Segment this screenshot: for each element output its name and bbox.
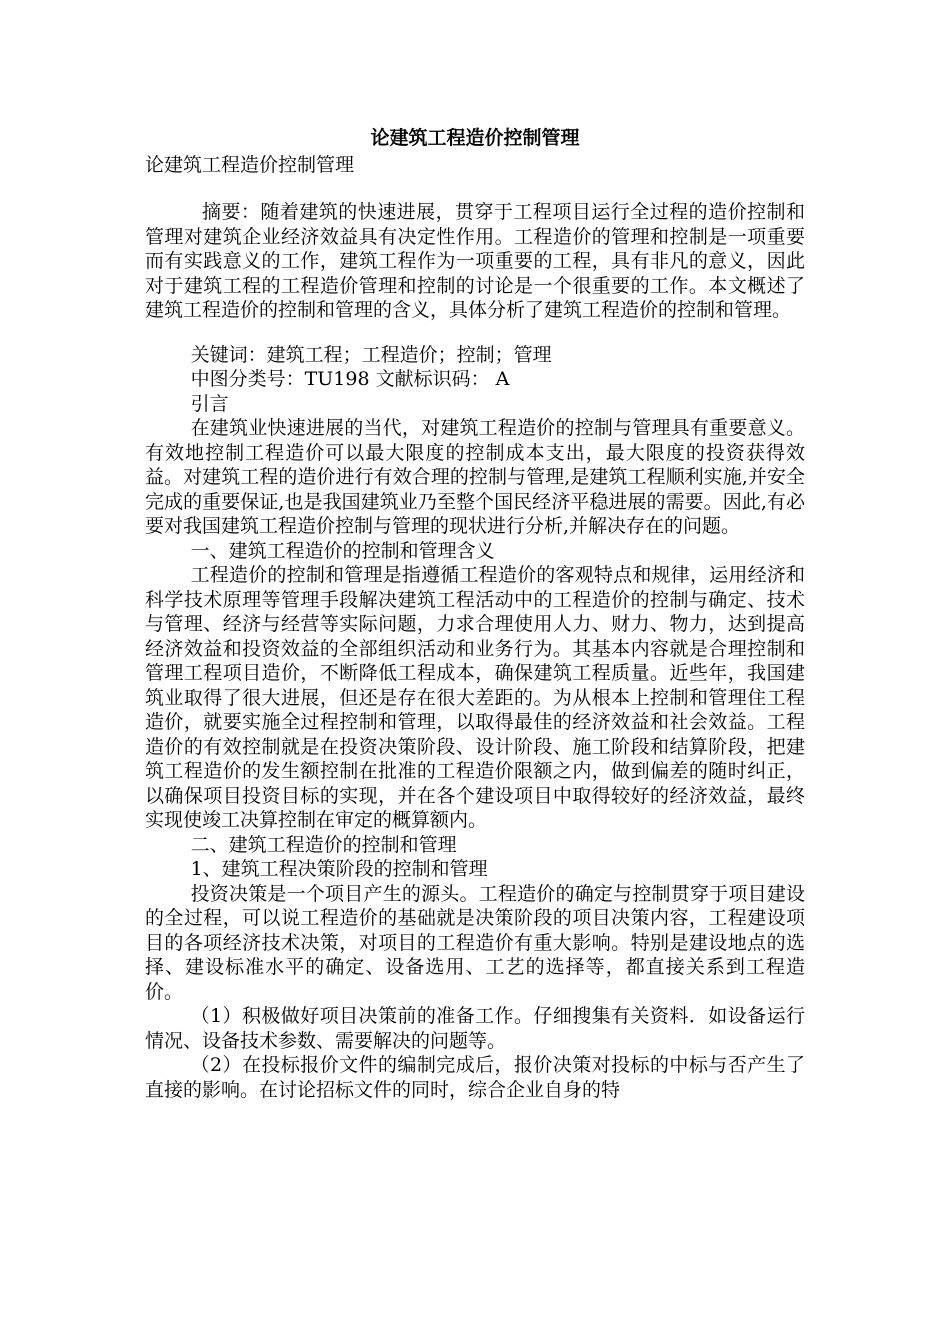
abstract-paragraph: 摘要：随着建筑的快速进展，贯穿于工程项目运行全过程的造价控制和管理对建筑企业经济效益具有决定性作用。工程造价的管理和控制是一项重要而有实践意义的工作，建筑工程作为一项重要的工程，具有非凡的意义，因此对于建筑工程的工程造价管理和控制的讨论是一个很重要的工作。本文概述了建筑工程造价的控制和管理的含义，具体分析了建筑工程造价的控制和管理。: [145, 201, 805, 321]
intro-heading: 引言: [190, 392, 229, 415]
keywords-line: 关键词：建筑工程；工程造价；控制；管理: [190, 343, 552, 366]
spacer: [145, 178, 805, 200]
document-subtitle: 论建筑工程造价控制管理: [145, 154, 355, 176]
section2-paragraph: 投资决策是一个项目产生的源头。工程造价的确定与控制贯穿于项目建设的全过程，可以说工程造价的基础就是决策阶段的项目决策内容，工程建设项目的各项经济技术决策，对项目的工程造价有重大影响。特别是建设地点的选择、建设标准水平的确定、设备选用、工艺的选择等，都直接关系到工程造价。: [145, 882, 805, 1003]
classification-line: 中图分类号：TU198 文献标识码： A: [190, 368, 510, 390]
spacer: [145, 323, 805, 343]
section1-paragraph: 工程造价的控制和管理是指遵循工程造价的客观特点和规律，运用经济和科学技术原理等管理手段解决建筑工程活动中的工程造价的控制与确定、技术与管理、经济与经营等实际问题，力求合理使用人力、财力、物力，达到提高经济效益和投资效益的全部组织活动和业务行为。其基本内容就是合理控制和管理工程项目造价，不断降低工程成本，确保建筑工程质量。近些年，我国建筑业取得了很大进展，但还是存在很大差距的。为从根本上控制和管理住工程造价，就要实施全过程控制和管理，以取得最佳的经济效益和社会效益。工程造价的有效控制就是在投资决策阶段、设计阶段、施工阶段和结算阶段，把建筑工程造价的发生额控制在批准的工程造价限额之内，做到偏差的随时纠正，以确保项目投资目标的实现，并在各个建设项目中取得较好的经济效益，最终实现使竣工决算控制在审定的概算额内。: [145, 564, 805, 831]
list-item: （2）在投标报价文件的编制完成后，报价决策对投标的中标与否产生了直接的影响。在讨论招标文件的同时，综合企业自身的特: [145, 1054, 805, 1101]
section2-heading: 二、建筑工程造价的控制和管理: [190, 833, 457, 856]
document-page: [145, 124, 805, 1102]
intro-paragraph: 在建筑业快速进展的当代，对建筑工程造价的控制与管理具有重要意义。有效地控制工程造价可以最大限度的控制成本支出，最大限度的投资获得效益。对建筑工程的造价进行有效合理的控制与管理,是建筑工程顺利实施,并安全完成的重要保证,也是我国建筑业乃至整个国民经济平稳进展的需要。因此,有必要对我国建筑工程造价控制与管理的现状进行分析,并解决存在的问题。: [145, 417, 805, 537]
document-title: 论建筑工程造价控制管理: [370, 127, 580, 149]
section2-subheading: 1、建筑工程决策阶段的控制和管理: [190, 858, 488, 880]
list-item: （1）积极做好项目决策前的准备工作。仔细搜集有关资料．如设备运行情况、设备技术参数、需要解决的问题等。: [145, 1005, 805, 1052]
section1-heading: 一、建筑工程造价的控制和管理含义: [190, 539, 495, 562]
